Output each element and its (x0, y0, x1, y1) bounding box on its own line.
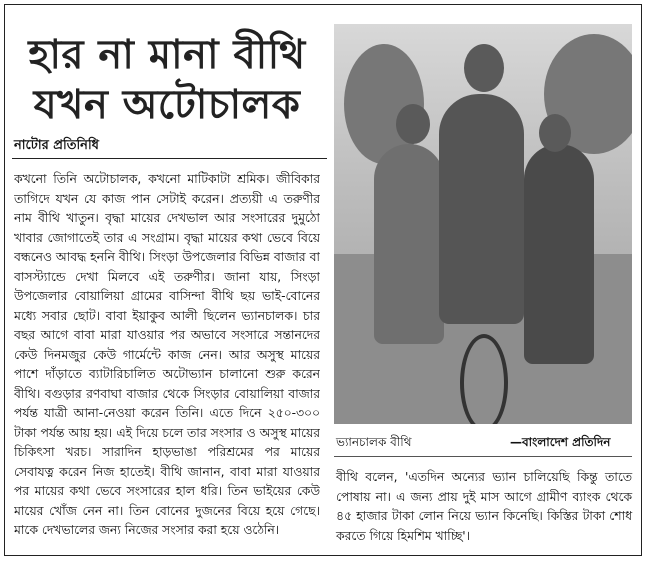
headline (22, 30, 312, 130)
article-body-text: কখনো তিনি অটোচালক, কখনো মাটিকাটা শ্রমিক। জীবিকার তাগিদে যখন যে কাজ পান সেটাই করেন। প্রত্যয়ী এ তরুণীর নাম বীথি খাতুন। বৃদ্ধা মায়ের দেখভাল আর সংসারের দুমুঠো খাবার জোগাতেই তার এ সংগ্রাম। বৃদ্ধা মায়ের কথা ভেবে বিয়ে বন্ধনেও আবদ্ধ হননি বীথি। সিংড়া উপজেলার বিভিন্ন বাজার বা বাসস্ট্যান্ডে দেখা মিলবে এই তরুণীর। জানা যায়, সিংড়া উপজেলার বোয়ালিয়া গ্রামের বাসিন্দা বীথি ছয় ভাই-বোনের মধ্যে সবার ছোট। বাবা ইয়াকুব আলী ছিলেন ভ্যানচালক। চার বছর আগে বাবা মারা যাওয়ার পর অভাবে সংসারে সন্তানদের কেউ দিনমজুর কেউ গার্মেন্টে কাজ নেন। আর অসুস্থ মায়ের পাশে দাঁড়াতে ব্যাটারিচালিত অটোভ্যান চালানো শুরু করেন বীথি। বগুড়ার রণবাঘা বাজার থেকে সিংড়ার বোয়ালিয়া বাজার পর্যন্ত যাত্রী আনা-নেওয়া করেন তিনি। এতে দিনে ২৫০-৩০০ টাকা পর্যন্ত আয় হয়। এই দিয়ে চলে তার সংসার ও অসুস্থ মায়ের চিকিৎসা খরচ। সারাদিন হাড়ভাঙা পরিশ্রমের পর মায়ের সেবাযত্ন করেন নিজ হাতেই। বীথি জানান, বাবা মারা যাওয়ার পর মায়ের কথা ভেবে সংসারের হাল ধরি। তিন ভাইয়ের কেউ মায়ের খোঁজ নেন না। তিন বোনের দুজনের বিয়ে হয়ে গেছে। মাকে দেখভালের জন্য নিজের সংসার করা হয়ে ওঠেনি। (14, 172, 320, 537)
photo-driver (439, 94, 524, 324)
photo-passenger (374, 144, 444, 344)
photo-credit: —বাংলাদেশ প্রতিদিন (510, 435, 611, 449)
photo-van-wheel (460, 334, 508, 424)
headline-line-1: হার না মানা বীথি (28, 32, 306, 78)
article-body-left-column (14, 170, 320, 550)
headline-line-2: যখন অটোচালক (33, 82, 301, 128)
article-photo (334, 24, 632, 424)
photo-driver-head (464, 44, 504, 92)
byline-divider (12, 158, 327, 159)
photo-passenger-head (396, 104, 430, 144)
photo-caption: ভ্যানচালক বীথি (336, 435, 412, 449)
byline: নাটোর প্রতিনিধি (14, 138, 99, 153)
caption-divider (334, 456, 632, 457)
article-body-text: বীথি বলেন, 'এতদিন অন্যের ভ্যান চালিয়েছি কিন্তু তাতে পোষায় না। এ জন্য প্রায় দুই মাস আগে গ্রামীণ ব্যাংক থেকে ৪৫ হাজার টাকা লোন নিয়ে ভ্যান কিনেছি। কিস্তির টাকা শোধ করতে গিয়ে হিমশিম খাচ্ছি'। (336, 470, 632, 543)
photo-passenger-head (539, 114, 571, 152)
photo-passenger (524, 144, 594, 364)
article-body-right-column (336, 468, 632, 546)
